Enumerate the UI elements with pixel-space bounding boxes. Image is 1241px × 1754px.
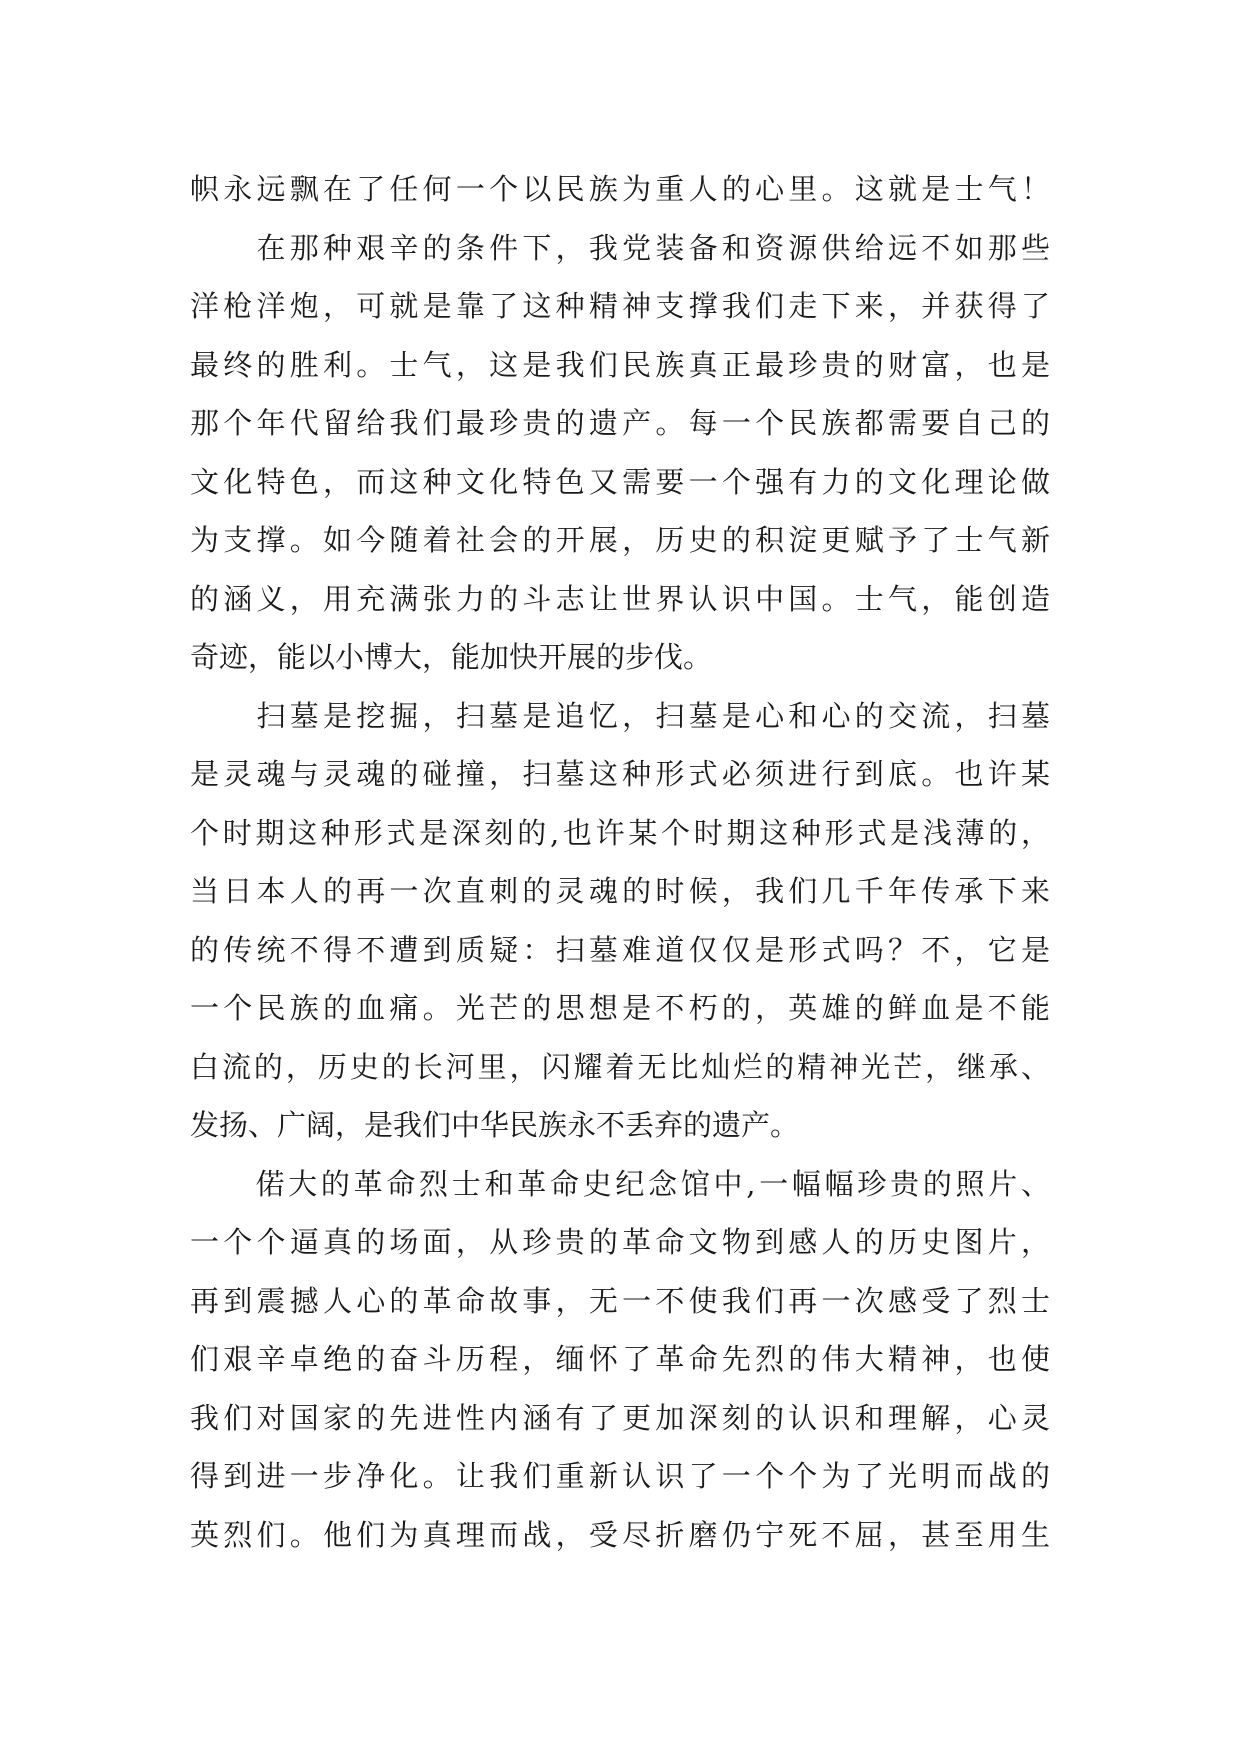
text-line: 帜永远飘在了任何一个以民族为重人的心里。这就是士气！ (190, 172, 1050, 206)
text-line: 那个年代留给我们最珍贵的遗产。每一个民族都需要自己的 (190, 406, 1050, 440)
text-line: 再到震撼人心的革命故事，无一不使我们再一次感受了烈士 (190, 1283, 1050, 1318)
text-line: 当日本人的再一次直刺的灵魂的时候，我们几千年传承下来 (190, 874, 1050, 908)
text-line: 洋枪洋炮，可就是靠了这种精神支撑我们走下来，并获得了 (190, 289, 1050, 323)
text-line: 奇迹，能以小博大，能加快开展的步伐。 (190, 640, 713, 674)
text-line: 为支撑。如今随着社会的开展，历史的积淀更赋予了士气新 (190, 523, 1050, 557)
text-line: 白流的，历史的长河里，闪耀着无比灿烂的精神光芒，继承、 (190, 1049, 1050, 1084)
text-line: 偌大的革命烈士和革命史纪念馆中,一幅幅珍贵的照片、 (190, 1166, 1050, 1201)
text-line: 们艰辛卓绝的奋斗历程，缅怀了革命先烈的伟大精神，也使 (190, 1342, 1050, 1376)
text-line: 发扬、广阔，是我们中华民族永不丢弃的遗产。 (190, 1108, 800, 1142)
text-line: 得到进一步净化。让我们重新认识了一个个为了光明而战的 (190, 1459, 1050, 1493)
text-line: 在那种艰辛的条件下，我党装备和资源供给远不如那些 (190, 230, 1050, 265)
text-line: 个时期这种形式是深刻的,也许某个时期这种形式是浅薄的， (190, 815, 1050, 850)
body-text (190, 160, 1050, 1564)
text-line: 文化特色，而这种文化特色又需要一个强有力的文化理论做 (190, 464, 1050, 499)
text-line: 最终的胜利。士气，这是我们民族真正最珍贵的财富，也是 (190, 347, 1050, 382)
text-line: 扫墓是挖掘，扫墓是追忆，扫墓是心和心的交流，扫墓 (190, 698, 1050, 733)
text-line: 一个个逼真的场面，从珍贵的革命文物到感人的历史图片， (190, 1225, 1050, 1259)
text-line: 是灵魂与灵魂的碰撞，扫墓这种形式必须进行到底。也许某 (190, 757, 1050, 791)
text-line: 的涵义，用充满张力的斗志让世界认识中国。士气，能创造 (190, 581, 1050, 616)
text-line: 的传统不得不遭到质疑：扫墓难道仅仅是形式吗？不，它是 (190, 932, 1050, 967)
text-line: 一个民族的血痛。光芒的思想是不朽的，英雄的鲜血是不能 (190, 991, 1050, 1025)
text-line: 我们对国家的先进性内涵有了更加深刻的认识和理解，心灵 (190, 1400, 1050, 1435)
text-line: 英烈们。他们为真理而战，受尽折磨仍宁死不屈，甚至用生 (190, 1517, 1050, 1552)
